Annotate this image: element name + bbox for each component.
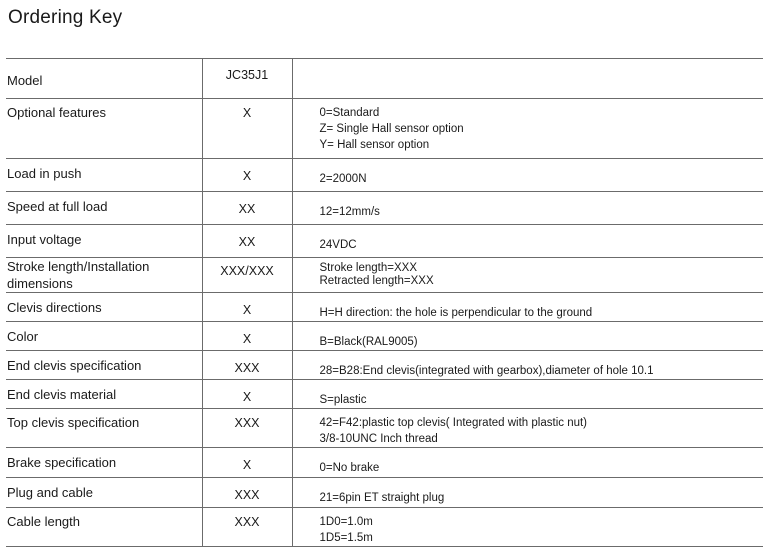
model-label: Model xyxy=(7,73,43,88)
description-line: 12=12mm/s xyxy=(319,206,380,218)
table-header-row xyxy=(6,59,763,99)
feature-label-cell xyxy=(6,258,202,293)
feature-label: End clevis specification xyxy=(7,358,142,373)
feature-label-cell xyxy=(6,351,202,380)
feature-code: X xyxy=(242,169,252,183)
feature-label-cell xyxy=(6,380,202,409)
feature-description-cell xyxy=(292,351,763,380)
feature-description xyxy=(320,409,764,447)
table-row xyxy=(6,508,763,547)
feature-code: XXX xyxy=(234,515,260,529)
feature-code-cell xyxy=(202,508,292,547)
model-desc xyxy=(320,59,764,71)
table-row xyxy=(6,380,763,409)
model-label-cell xyxy=(6,59,202,99)
feature-code: X xyxy=(242,303,252,317)
feature-code-cell xyxy=(202,293,292,322)
feature-label-cell xyxy=(6,192,202,225)
feature-code-cell xyxy=(202,258,292,293)
feature-label: Top clevis specification xyxy=(7,415,140,430)
table-row xyxy=(6,192,763,225)
description-line: 0=No brake xyxy=(319,462,380,474)
description-line: S=plastic xyxy=(319,394,367,406)
feature-label: Color xyxy=(7,329,39,344)
feature-code: X xyxy=(242,332,252,346)
model-code-cell xyxy=(202,59,292,99)
feature-code-cell xyxy=(202,192,292,225)
feature-label: Stroke length/Installation dimensions xyxy=(7,259,150,291)
description-line: Y= Hall sensor option xyxy=(319,139,430,151)
feature-label: Brake specification xyxy=(7,455,117,470)
table-row xyxy=(6,322,763,351)
table-row xyxy=(6,409,763,448)
feature-description-cell xyxy=(292,448,763,478)
feature-code: XXX xyxy=(234,361,260,375)
description-line: 1D5=1.5m xyxy=(319,532,373,544)
feature-description xyxy=(320,351,764,379)
feature-label: Optional features xyxy=(7,105,107,120)
feature-description xyxy=(320,380,764,408)
description-line: B=Black(RAL9005) xyxy=(319,336,418,348)
feature-code: XXX xyxy=(234,488,260,502)
description-line: 0=Standard xyxy=(319,107,380,119)
feature-label: Input voltage xyxy=(7,232,82,247)
description-line: 21=6pin ET straight plug xyxy=(319,492,445,504)
feature-label-cell xyxy=(6,508,202,547)
feature-code-cell xyxy=(202,351,292,380)
description-line: Stroke length=XXX xyxy=(319,262,417,274)
table-row xyxy=(6,225,763,258)
feature-label-cell xyxy=(6,322,202,351)
model-desc-cell xyxy=(292,59,763,99)
description-line: Retracted length=XXX xyxy=(319,275,434,287)
feature-code: X xyxy=(242,390,252,404)
feature-code: XXX/XXX xyxy=(220,264,274,278)
feature-code-cell xyxy=(202,225,292,258)
feature-description-cell xyxy=(292,258,763,293)
feature-code: X xyxy=(242,458,252,472)
feature-description xyxy=(320,322,764,350)
ordering-key-table xyxy=(6,58,763,547)
feature-label-cell xyxy=(6,293,202,322)
description-line: 42=F42:plastic top clevis( Integrated with plastic nut) xyxy=(319,417,588,429)
feature-label: End clevis material xyxy=(7,387,117,402)
feature-label: Speed at full load xyxy=(7,199,108,214)
feature-label-cell xyxy=(6,225,202,258)
description-line: 2=2000N xyxy=(319,173,367,185)
description-line: Z= Single Hall sensor option xyxy=(319,123,464,135)
feature-description xyxy=(320,225,764,253)
description-line: 28=B28:End clevis(integrated with gearbox),diameter of hole 10.1 xyxy=(319,365,654,377)
feature-description xyxy=(320,159,764,187)
feature-code-cell xyxy=(202,322,292,351)
feature-description xyxy=(320,448,764,476)
feature-label-cell xyxy=(6,478,202,508)
feature-description-cell xyxy=(292,322,763,351)
feature-description-cell xyxy=(292,159,763,192)
description-line: H=H direction: the hole is perpendicular to the ground xyxy=(319,307,593,319)
feature-code: XX xyxy=(238,235,256,249)
table-row xyxy=(6,99,763,159)
feature-code-cell xyxy=(202,159,292,192)
feature-label: Cable length xyxy=(7,514,80,529)
feature-code-cell xyxy=(202,448,292,478)
feature-code-cell xyxy=(202,409,292,448)
feature-description xyxy=(320,192,764,220)
feature-description-cell xyxy=(292,99,763,159)
feature-label: Load in push xyxy=(7,166,82,181)
feature-description-cell xyxy=(292,293,763,322)
feature-description-cell xyxy=(292,380,763,409)
feature-description-cell xyxy=(292,478,763,508)
feature-description-cell xyxy=(292,508,763,547)
table-row xyxy=(6,448,763,478)
feature-code: X xyxy=(242,106,252,120)
feature-description xyxy=(320,258,764,288)
description-line: 1D0=1.0m xyxy=(319,516,373,528)
feature-code-cell xyxy=(202,380,292,409)
model-code: JC35J1 xyxy=(225,68,269,82)
feature-description xyxy=(320,508,764,546)
feature-description-cell xyxy=(292,409,763,448)
feature-code: XX xyxy=(238,202,256,216)
feature-code-cell xyxy=(202,99,292,159)
table-row xyxy=(6,258,763,293)
feature-description-cell xyxy=(292,192,763,225)
feature-description xyxy=(320,293,764,321)
feature-label-cell xyxy=(6,99,202,159)
feature-description xyxy=(320,99,764,153)
feature-label-cell xyxy=(6,159,202,192)
description-line: 3/8-10UNC Inch thread xyxy=(319,433,438,445)
table-row xyxy=(6,293,763,322)
table-row xyxy=(6,351,763,380)
feature-label: Clevis directions xyxy=(7,300,102,315)
feature-code-cell xyxy=(202,478,292,508)
feature-description-cell xyxy=(292,225,763,258)
feature-label-cell xyxy=(6,409,202,448)
feature-label-cell xyxy=(6,448,202,478)
feature-code: XXX xyxy=(234,416,260,430)
table-row xyxy=(6,159,763,192)
page-title: Ordering Key xyxy=(8,7,123,28)
table-row xyxy=(6,478,763,508)
description-line: 24VDC xyxy=(319,239,357,251)
feature-description xyxy=(320,478,764,506)
feature-label: Plug and cable xyxy=(7,485,94,500)
